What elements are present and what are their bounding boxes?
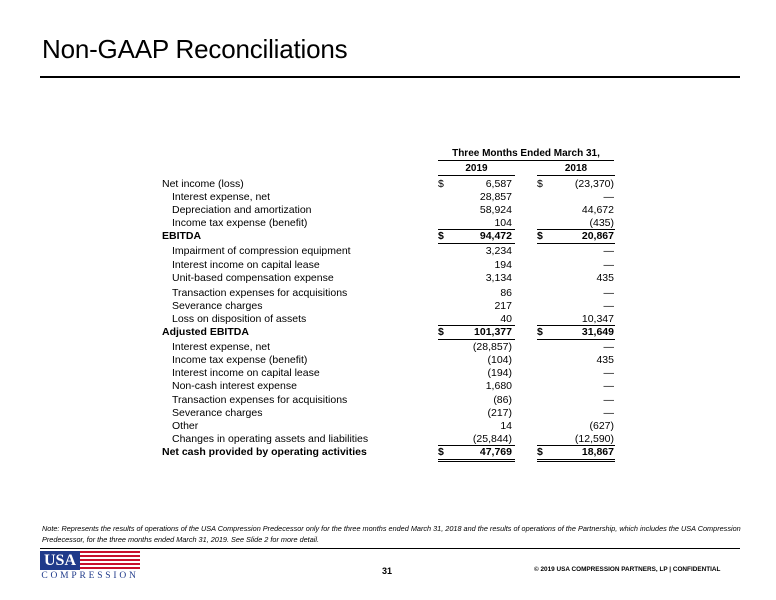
row-label: Non-cash interest expense (172, 380, 297, 392)
copyright-notice: © 2019 USA COMPRESSION PARTNERS, LP | CONFIDENTIAL (534, 566, 721, 573)
subtotal-rule (438, 229, 515, 230)
total-double-underline (537, 459, 615, 460)
row-label: Interest expense, net (172, 341, 271, 353)
value-2019: (104) (487, 354, 512, 366)
table-row (160, 287, 616, 300)
row-label: Transaction expenses for acquisitions (172, 394, 348, 406)
row-label: Income tax expense (benefit) (172, 354, 308, 366)
row-label: Other (172, 420, 199, 432)
table-row (160, 341, 616, 354)
row-label: Severance charges (172, 300, 263, 312)
value-2018: — (603, 394, 614, 406)
title-divider (40, 76, 740, 78)
logo-usa-block: USA (40, 551, 80, 570)
value-2018: — (603, 259, 614, 271)
value-2018: 10,347 (581, 313, 614, 325)
row-label: Net income (loss) (162, 178, 244, 190)
logo-flag-stripes (80, 551, 140, 570)
row-label: Interest expense, net (172, 191, 271, 203)
table-row (160, 204, 616, 217)
table-row (160, 245, 616, 258)
value-2018: 435 (596, 354, 614, 366)
value-2018: 20,867 (581, 230, 614, 242)
row-label: Unit-based compensation expense (172, 272, 334, 284)
table-row (160, 191, 616, 204)
value-2019: (194) (487, 367, 512, 379)
value-2018: (23,370) (574, 178, 614, 190)
currency-symbol: $ (438, 446, 444, 458)
subtotal-rule (537, 325, 615, 326)
value-2018: — (603, 380, 614, 392)
value-2018: — (603, 367, 614, 379)
total-double-underline (438, 461, 515, 462)
table-row (160, 300, 616, 313)
value-2018: — (603, 287, 614, 299)
currency-symbol: $ (537, 446, 543, 458)
table-row (160, 367, 616, 380)
slide-title: Non-GAAP Reconciliations (42, 34, 348, 64)
row-label: Loss on disposition of assets (172, 313, 307, 325)
table-row (160, 326, 616, 339)
row-label: Interest income on capital lease (172, 259, 320, 271)
table-row (160, 354, 616, 367)
total-double-underline (537, 461, 615, 462)
value-2018: — (603, 245, 614, 257)
table-row (160, 380, 616, 393)
table-row (160, 272, 616, 285)
value-2019: 58,924 (479, 204, 512, 216)
subtotal-rule (537, 229, 615, 230)
year-header-2018: 2018 (537, 163, 615, 176)
row-label: Transaction expenses for acquisitions (172, 287, 348, 299)
value-2018: 435 (596, 272, 614, 284)
value-2019: 101,377 (474, 326, 512, 338)
value-2019: (28,857) (472, 341, 512, 353)
subtotal-underline (438, 243, 515, 244)
row-label: Interest income on capital lease (172, 367, 320, 379)
value-2019: (86) (493, 394, 512, 406)
table-row (160, 259, 616, 272)
table-row (160, 230, 616, 243)
period-header: Three Months Ended March 31, (438, 148, 614, 161)
table-row (160, 446, 616, 459)
value-2019: 86 (500, 287, 512, 299)
currency-symbol: $ (537, 230, 543, 242)
company-logo (40, 551, 140, 581)
table-row (160, 407, 616, 420)
value-2018: — (603, 191, 614, 203)
value-2019: 6,587 (485, 178, 512, 190)
row-label: Severance charges (172, 407, 263, 419)
value-2019: (25,844) (472, 433, 512, 445)
row-label: Adjusted EBITDA (162, 326, 249, 338)
value-2018: — (603, 407, 614, 419)
row-label: Impairment of compression equipment (172, 245, 351, 257)
value-2019: 3,134 (485, 272, 512, 284)
subtotal-rule (438, 445, 515, 446)
footer-divider (40, 548, 740, 549)
currency-symbol: $ (438, 326, 444, 338)
row-label: Income tax expense (benefit) (172, 217, 308, 229)
subtotal-rule (537, 445, 615, 446)
table-row (160, 178, 616, 191)
subtotal-underline (537, 339, 615, 340)
value-2018: — (603, 300, 614, 312)
page-number: 31 (382, 566, 393, 576)
table-row (160, 420, 616, 433)
currency-symbol: $ (537, 326, 543, 338)
value-2019: 14 (500, 420, 512, 432)
value-2018: (627) (589, 420, 614, 432)
value-2019: 28,857 (479, 191, 512, 203)
value-2019: 104 (494, 217, 512, 229)
row-label: EBITDA (162, 230, 202, 242)
value-2019: 217 (494, 300, 512, 312)
value-2019: 194 (494, 259, 512, 271)
footnote: Note: Represents the results of operations of the USA Compression Predecessor only for the three months ended March 31, 2018 and the results of operations of the Partnership, which includes the USA Compression Predecessor, for the three months ended March 31, 2019. See Slide 2 for more detail. (42, 524, 741, 544)
value-2019: 47,769 (479, 446, 512, 458)
value-2018: 31,649 (581, 326, 614, 338)
row-label: Changes in operating assets and liabilities (172, 433, 369, 445)
value-2018: 44,672 (581, 204, 614, 216)
currency-symbol: $ (537, 178, 543, 190)
subtotal-rule (438, 325, 515, 326)
row-label: Net cash provided by operating activities (162, 446, 367, 458)
value-2018: 18,867 (581, 446, 614, 458)
year-header-2019: 2019 (438, 163, 515, 176)
currency-symbol: $ (438, 178, 444, 190)
total-double-underline (438, 459, 515, 460)
currency-symbol: $ (438, 230, 444, 242)
subtotal-underline (438, 339, 515, 340)
row-label: Depreciation and amortization (172, 204, 312, 216)
value-2018: — (603, 341, 614, 353)
value-2019: 3,234 (485, 245, 512, 257)
subtotal-underline (537, 243, 615, 244)
value-2019: 1,680 (485, 380, 512, 392)
table-row (160, 394, 616, 407)
value-2018: (435) (589, 217, 614, 229)
value-2019: (217) (487, 407, 512, 419)
value-2018: (12,590) (574, 433, 614, 445)
value-2019: 94,472 (479, 230, 512, 242)
value-2019: 40 (500, 313, 512, 325)
logo-wordmark: COMPRESSION (41, 571, 139, 581)
